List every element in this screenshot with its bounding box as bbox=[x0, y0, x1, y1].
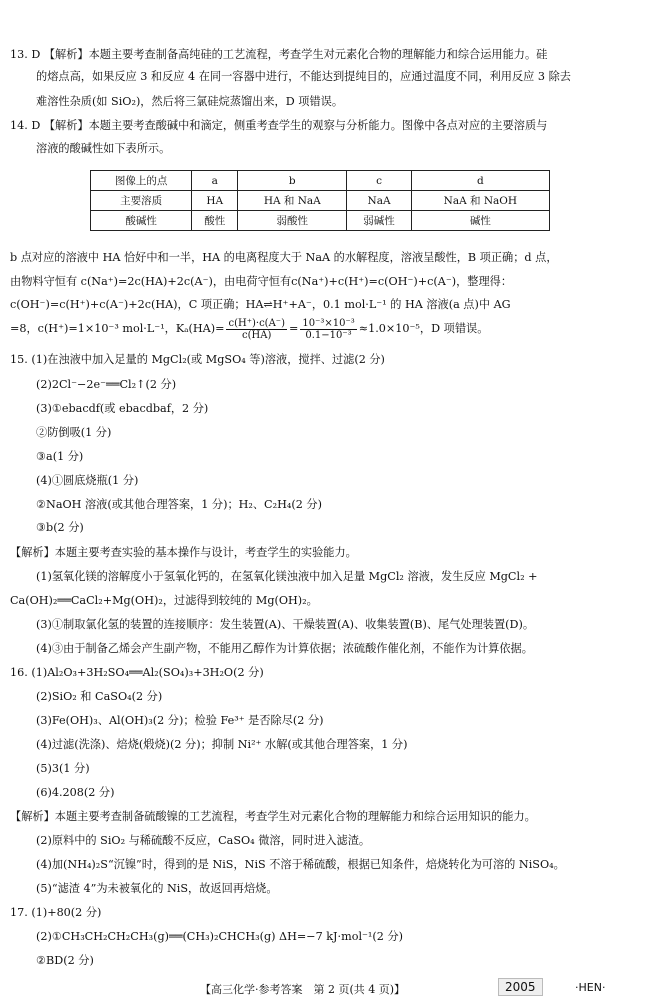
table-cell: 图像上的点 bbox=[91, 171, 192, 191]
q14-ka-result: ≈1.0×10⁻⁵，D 项错误。 bbox=[358, 322, 489, 335]
q14-ka-prefix: =8，c(H⁺)=1×10⁻³ mol·L⁻¹，Kₐ(HA)= bbox=[10, 322, 225, 335]
q15-line-8: ③b(2 分) bbox=[36, 521, 84, 534]
q14-para-3: c(OH⁻)=c(H⁺)+c(A⁻)+2c(HA)，C 项正确；HA⇌H⁺+A⁻，0.1 mol·L⁻¹ 的 HA 溶液(a 点)中 AG bbox=[10, 298, 511, 311]
table-cell: b bbox=[238, 171, 347, 191]
q14-table bbox=[90, 170, 550, 231]
table-cell: 酸性 bbox=[192, 211, 238, 231]
table-row bbox=[91, 211, 550, 231]
q15-analysis-3: Ca(OH)₂══CaCl₂+Mg(OH)₂，过滤得到较纯的 Mg(OH)₂。 bbox=[10, 594, 318, 607]
q16-analysis-3: (4)加(NH₄)₂S“沉镍”时，得到的是 NiS，NiS 不溶于稀硫酸，根据已知条件，焙烧转化为可溶的 NiSO₄。 bbox=[36, 858, 565, 871]
q15-analysis-4: (3)①制取氯化氢的装置的连接顺序：发生装置(A)、干燥装置(A)、收集装置(B)、尾气处理装置(D)。 bbox=[36, 618, 535, 631]
q15-line-5: ③a(1 分) bbox=[36, 450, 84, 463]
q13-line-3: 难溶性杂质(如 SiO₂)，然后将三氯硅烷蒸馏出来，D 项错误。 bbox=[36, 95, 344, 108]
q15-analysis-1: 【解析】本题主要考查实验的基本操作与设计，考查学生的实验能力。 bbox=[10, 546, 357, 559]
table-row bbox=[91, 191, 550, 211]
q13-line-2: 的熔点高，如果反应 3 和反应 4 在同一容器中进行，不能达到提纯目的，应通过温度不同，利用反应 3 除去 bbox=[36, 70, 571, 83]
fraction-numerator: c(H⁺)·c(A⁻) bbox=[228, 317, 285, 329]
fraction-denominator: c(HA) bbox=[242, 329, 272, 341]
q15-line-7: ②NaOH 溶液(或其他合理答案，1 分)；H₂、C₂H₄(2 分) bbox=[36, 498, 322, 511]
footer-tag: ·HEN· bbox=[575, 981, 606, 994]
q16-line-5: (5)3(1 分) bbox=[36, 762, 90, 775]
q14-para-1: b 点对应的溶液中 HA 恰好中和一半，HA 的电离程度大于 NaA 的水解程度，溶液呈酸性，B 项正确；d 点， bbox=[10, 251, 558, 264]
table-header-row bbox=[91, 171, 550, 191]
q14-para-2: 由物料守恒有 c(Na⁺)=2c(HA)+2c(A⁻)，由电荷守恒有c(Na⁺)+c(H⁺)=c(OH⁻)+c(A⁻)，整理得： bbox=[10, 275, 513, 288]
q15-analysis-2: (1)氢氧化镁的溶解度小于氢氧化钙的，在氢氧化镁浊液中加入足量 MgCl₂ 溶液，发生反应 MgCl₂ + bbox=[36, 570, 538, 583]
table-cell: 碱性 bbox=[411, 211, 549, 231]
fraction-numerator: 10⁻³×10⁻³ bbox=[302, 317, 355, 329]
q17-line-3: ②BD(2 分) bbox=[36, 954, 94, 967]
table-cell: d bbox=[411, 171, 549, 191]
q13-line-1: 13. D 【解析】本题主要考查制备高纯硅的工艺流程，考查学生对元素化合物的理解能力和综合运用能力。硅 bbox=[10, 48, 548, 61]
table-cell: 弱酸性 bbox=[238, 211, 347, 231]
page-footer bbox=[0, 981, 653, 997]
table-cell: NaA 和 NaOH bbox=[411, 191, 549, 211]
ka-fraction-1 bbox=[226, 318, 286, 341]
table-cell: NaA bbox=[347, 191, 411, 211]
ka-fraction-2 bbox=[300, 318, 356, 341]
table-cell: 主要溶质 bbox=[91, 191, 192, 211]
q16-line-6: (6)4.208(2 分) bbox=[36, 786, 115, 799]
q15-line-6: (4)①圆底烧瓶(1 分) bbox=[36, 474, 139, 487]
equals-sign: = bbox=[288, 322, 299, 335]
q15-line-1: 15. (1)在浊液中加入足量的 MgCl₂(或 MgSO₄ 等)溶液，搅拌、过滤(2 分) bbox=[10, 353, 385, 366]
q16-line-4: (4)过滤(洗涤)、焙烧(煅烧)(2 分)；抑制 Ni²⁺ 水解(或其他合理答案，1 分) bbox=[36, 738, 408, 751]
q16-line-1: 16. (1)Al₂O₃+3H₂SO₄══Al₂(SO₄)₃+3H₂O(2 分) bbox=[10, 666, 264, 679]
q15-line-3: (3)①ebacdf(或 ebacdbaf，2 分) bbox=[36, 402, 209, 415]
q14-line-1: 14. D 【解析】本题主要考查酸碱中和滴定，侧重考查学生的观察与分析能力。图像中各点对应的主要溶质与 bbox=[10, 119, 548, 132]
q16-line-3: (3)Fe(OH)₃、Al(OH)₃(2 分)；检验 Fe³⁺ 是否除尽(2 分) bbox=[36, 714, 324, 727]
footer-title: 【高三化学·参考答案 第 2 页(共 4 页)】 bbox=[200, 983, 406, 996]
table-cell: 酸碱性 bbox=[91, 211, 192, 231]
q17-line-1: 17. (1)+80(2 分) bbox=[10, 906, 102, 919]
footer-code: 2005 bbox=[498, 978, 543, 996]
fraction-denominator: 0.1−10⁻³ bbox=[305, 329, 352, 341]
table-cell: c bbox=[347, 171, 411, 191]
q15-analysis-5: (4)③由于制备乙烯会产生副产物，不能用乙醇作为计算依据；浓硫酸作催化剂，不能作为计算依据。 bbox=[36, 642, 533, 655]
q15-line-2: (2)2Cl⁻−2e⁻══Cl₂↑(2 分) bbox=[36, 378, 177, 391]
q17-line-2: (2)①CH₃CH₂CH₂CH₃(g)══(CH₃)₂CHCH₃(g) ΔH=−7 kJ·mol⁻¹(2 分) bbox=[36, 930, 404, 943]
q16-analysis-4: (5)“滤渣 4”为未被氧化的 NiS，故返回再焙烧。 bbox=[36, 882, 278, 895]
q16-analysis-2: (2)原料中的 SiO₂ 与稀硫酸不反应，CaSO₄ 微溶，同时进入滤渣。 bbox=[36, 834, 371, 847]
q15-line-4: ②防倒吸(1 分) bbox=[36, 426, 112, 439]
table-cell: HA bbox=[192, 191, 238, 211]
q16-analysis-1: 【解析】本题主要考查制备硫酸镍的工艺流程，考查学生对元素化合物的理解能力和综合运用知识的能力。 bbox=[10, 810, 536, 823]
table-cell: a bbox=[192, 171, 238, 191]
q14-para-4 bbox=[10, 317, 640, 343]
table-cell: HA 和 NaA bbox=[238, 191, 347, 211]
q16-line-2: (2)SiO₂ 和 CaSO₄(2 分) bbox=[36, 690, 163, 703]
table-cell: 弱碱性 bbox=[347, 211, 411, 231]
q14-line-2: 溶液的酸碱性如下表所示。 bbox=[36, 142, 171, 155]
